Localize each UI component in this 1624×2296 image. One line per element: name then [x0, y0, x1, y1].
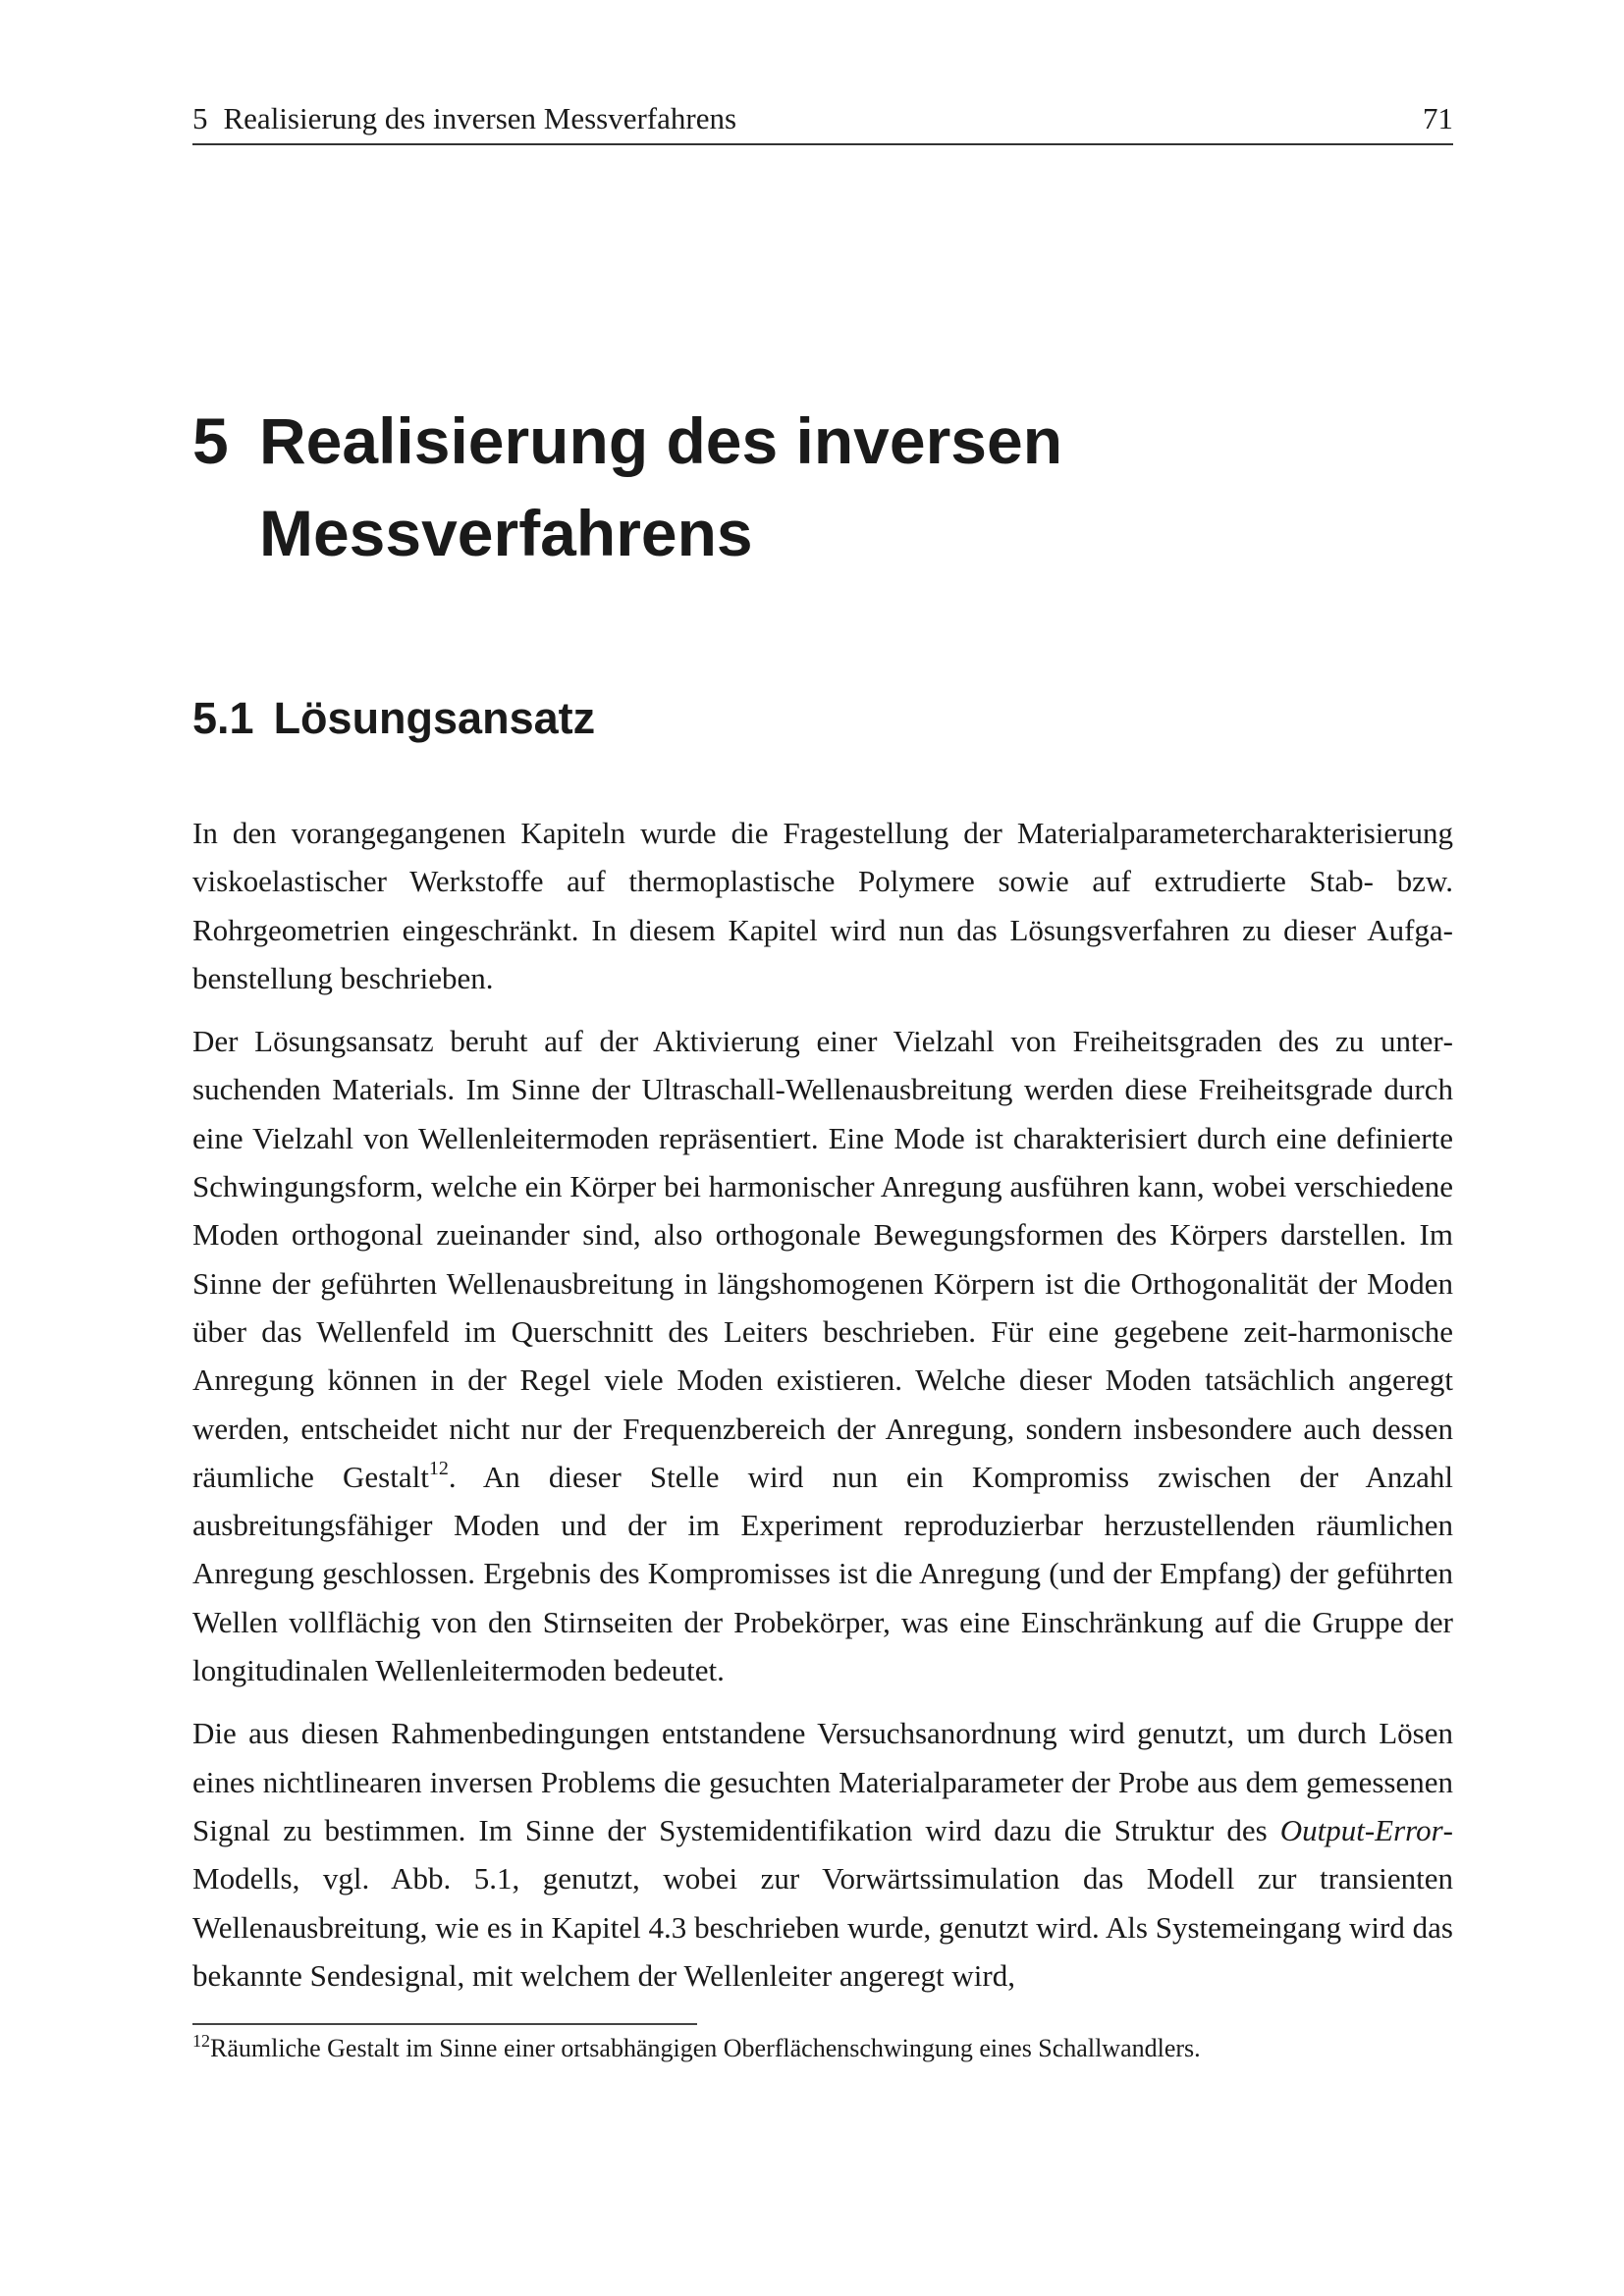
paragraph-3-text-part-1: Die aus diesen Rahmenbedingungen entstandene Versuchsanordnung wird genutzt, um durch Lösen eines nichtlinearen inversen Problems die gesuchten Materialparameter der Probe aus dem gemessenen Signal zu bestimmen. Im Sinne der Systemidentifikation wird dazu die Struktur des: [192, 1716, 1453, 1847]
footnote-reference[interactable]: 12: [428, 1457, 449, 1479]
running-header-title: [192, 94, 736, 143]
paragraph-1: In den vorangegangenen Kapiteln wurde die Fragestellung der Materialparametercharakterisierung viskoelastischer Werkstoffe auf thermoplastische Polymere sowie auf extrudierte Stab- bzw. Rohrgeometrien eingeschränkt. In diesem Kapitel wird nun das Lösungsverfahren zu dieser Aufgabenstellung beschrieben.: [192, 816, 1453, 995]
running-header-chapter-number: 5: [192, 101, 208, 135]
paragraph-3: [192, 1709, 1453, 2000]
page-number: 71: [1423, 101, 1453, 135]
paragraph-2-text-after-footnote: . An dieser Stelle wird nun ein Kompromiss zwischen der Anzahl ausbreitungsfähiger Moden und der im Experiment reproduzierbar herzustellenden räumlichen Anregung geschlossen. Ergebnis des Kompromisses ist die Anregung (und der Empfang) der geführten Wellen vollflächig von den Stirnseiten der Probekörper, was eine Einschränkung auf die Gruppe der longitudinalen Wellenleitermoden bedeutet.: [192, 1459, 1453, 1688]
section-title: [192, 689, 1453, 748]
footnote-separator: [192, 2023, 697, 2025]
running-header-chapter-title: Realisierung des inversen Messverfahrens: [223, 101, 737, 135]
section-title-text: Lösungsansatz: [273, 693, 596, 743]
section-number: 5.1: [192, 693, 254, 743]
body-text: [192, 809, 1453, 2014]
footnote-mark: 12: [192, 2031, 210, 2052]
running-header: [192, 94, 1453, 145]
chapter-title-line-1: Realisierung des inversen: [259, 404, 1063, 477]
chapter-title-line-2: Messverfahrens: [259, 497, 753, 569]
paragraph-3-italic-term: Output-Error: [1279, 1812, 1443, 1847]
paragraph-2: [192, 1017, 1453, 1694]
chapter-title: [192, 395, 1453, 579]
footnote-text: Räumliche Gestalt im Sinne einer ortsabhängigen Oberflächenschwingung eines Schallwandlers.: [210, 2034, 1201, 2062]
chapter-number: 5: [192, 404, 229, 477]
footnote: [192, 2030, 1453, 2067]
paragraph-2-text-before-footnote: Der Lösungsansatz beruht auf der Aktivierung einer Vielzahl von Freiheitsgraden des zu untersuchenden Materials. Im Sinne der Ultraschall-Wellenausbreitung werden diese Freiheitsgrade durch eine Vielzahl von Wellenleitermoden repräsentiert. Eine Mode ist charakterisiert durch eine definierte Schwingungsform, welche ein Körper bei harmonischer Anregung ausführen kann, wobei verschiedene Moden orthogonal zueinander sind, also orthogonale Bewegungsformen des Körpers darstellen. Im Sinne der geführten Wellenausbreitung in längshomogenen Körpern ist die Orthogonalität der Moden über das Wellenfeld im Querschnitt des Leiters beschrieben. Für eine gegebene zeit-harmonische Anregung können in der Regel viele Moden existieren. Welche dieser Moden tatsächlich angeregt werden, entscheidet nicht nur der Frequenzbereich der Anregung, sondern insbesondere auch dessen räumliche Gestalt: [192, 1024, 1453, 1494]
paragraph-3-text-part-2: -Modells, vgl. Abb. 5.1, genutzt, wobei zur Vorwärtssimulation das Modell zur transienten Wellenausbreitung, wie es in Kapitel 4.3 beschrieben wurde, genutzt wird. Als Systemeingang wird das bekannte Sendesignal, mit welchem der Wellenleiter angeregt wird,: [192, 1812, 1453, 1993]
